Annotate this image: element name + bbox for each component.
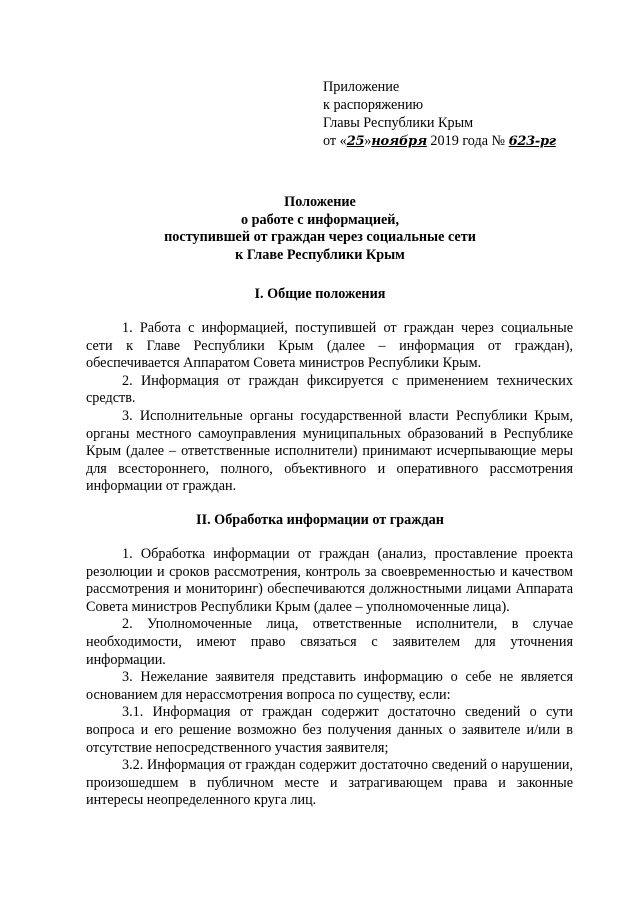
title-line-4: к Главе Республики Крым (235, 246, 405, 263)
handwritten-day: 25 (346, 134, 365, 149)
section-1-paragraph-2: 2. Информация от граждан фиксируется с применением технических средств. (86, 372, 573, 407)
date-year: 2019 года № (426, 133, 509, 149)
date-prefix: от « (323, 133, 347, 149)
appendix-block (323, 78, 556, 151)
section-2-paragraph-1: 1. Обработка информации от граждан (анализ, проставление проекта резолюции и сроков рассмотрения, контроль за своевременностью и качеством рассмотрения и мониторинг) обеспечиваются должностными лицами Аппарата Совета министров Республики Крым (далее – уполномоченные лица). (86, 546, 573, 615)
title-line-3: поступившей от граждан через социальные сети (164, 229, 476, 245)
section-2-paragraph-2: 2. Уполномоченные лица, ответственные исполнители, в случае необходимости, имеют право связаться с заявителем для уточнения информации. (86, 616, 573, 668)
document-title (0, 194, 640, 264)
section-2-paragraph-4: 3.1. Информация от граждан содержит достаточно сведений о сути вопроса и его решение возможно без получения данных о заявителе и/или в отсутствие непосредственного участия заявителя; (86, 704, 573, 756)
section-2-paragraph-3: 3. Нежелание заявителя представить информацию о себе не является основанием для нерассмотрения вопроса по существу, если: (86, 669, 573, 703)
handwritten-number: 623-рг (508, 134, 556, 149)
section-1-paragraph-1: 1. Работа с информацией, поступившей от граждан через социальные сети к Главе Республики Крым (далее – информация от граждан), обеспечивается Аппаратом Совета министров Республики Крым. (86, 320, 573, 372)
appendix-line-2: к распоряжению (323, 97, 424, 113)
date-mid: » (364, 133, 372, 149)
section-2-paragraph-5: 3.2. Информация от граждан содержит достаточно сведений о нарушении, произошедшем в публичном месте и затрагивающем права и законные интересы неопределенного круга лиц. (86, 757, 573, 809)
title-line-2: о работе с информацией, (240, 211, 400, 228)
section-2-body (86, 546, 573, 810)
handwritten-month: ноября (371, 134, 427, 149)
section-1-paragraph-3: 3. Исполнительные органы государственной власти Республики Крым, органы местного самоуправления муниципальных образований в Республике Крым (далее – ответственные исполнители) принимают исчерпывающие меры для всестороннего, полного, объективного и оперативного рассмотрения информации от граждан. (86, 407, 573, 495)
section-1-heading: I. Общие положения (254, 286, 386, 302)
appendix-line-1: Приложение (323, 79, 400, 95)
section-1-body (86, 320, 573, 496)
section-2-heading: II. Обработка информации от граждан (196, 512, 444, 528)
appendix-date-line (323, 132, 556, 151)
title-line-1: Положение (284, 194, 356, 210)
appendix-line-3: Главы Республики Крым (323, 115, 474, 131)
